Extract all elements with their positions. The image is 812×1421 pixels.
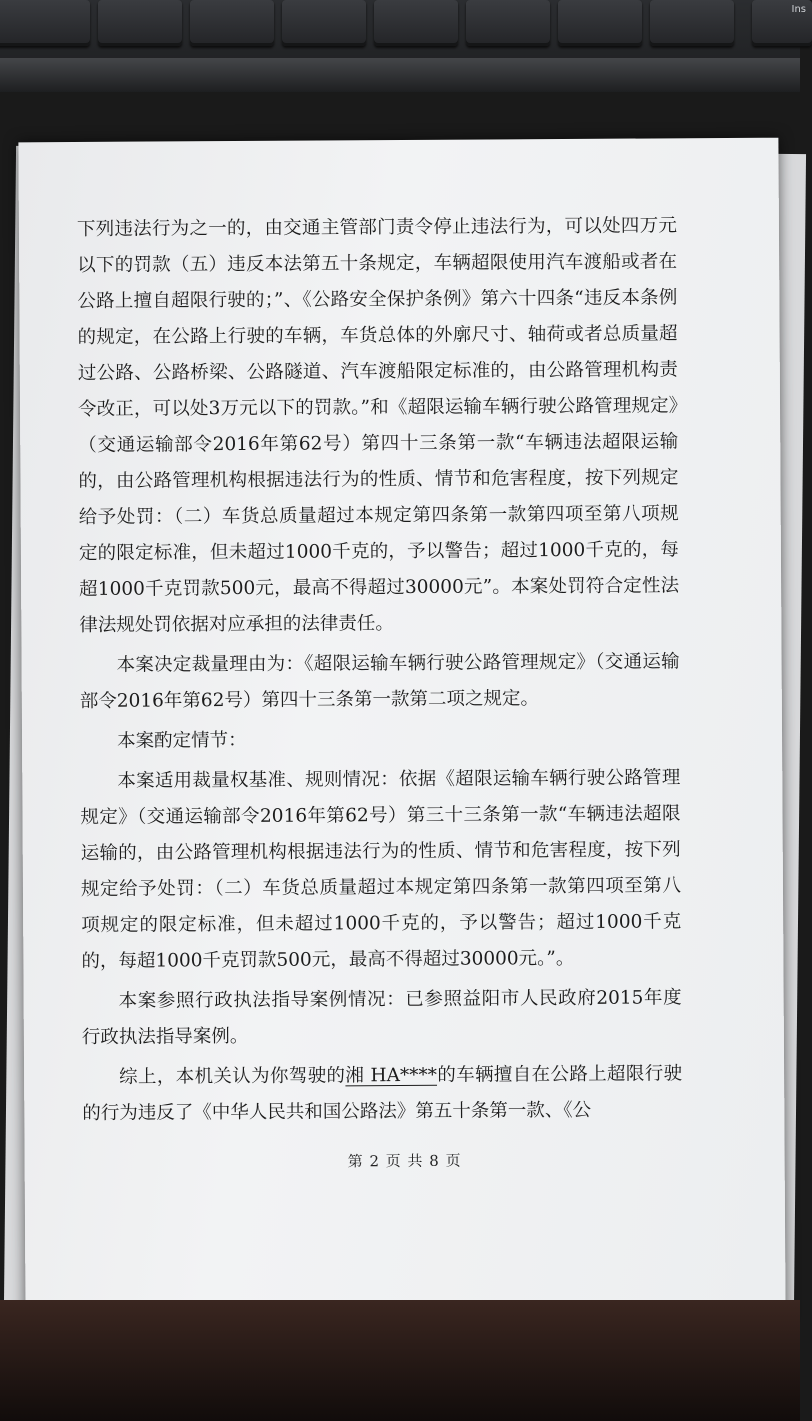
key-label: Ins — [791, 4, 806, 15]
keyboard-key — [0, 0, 90, 46]
keyboard-edge — [0, 58, 800, 92]
keyboard-key — [558, 0, 642, 46]
license-plate: 湘 HA**** — [345, 1064, 438, 1087]
keyboard-key — [374, 0, 458, 46]
keyboard-key — [466, 0, 550, 46]
keyboard-key-row — [0, 0, 806, 60]
keyboard — [0, 0, 806, 92]
paragraph-legal-basis: 下列违法行为之一的，由交通主管部门责令停止违法行为，可以处四万元以下的罚款（五）违反本法第五十条规定，车辆超限使用汽车渡船或者在公路上擅自超限行驶的；”、《公路安全保护条例》第六十四条“违反本条例的规定，在公路上行驶的车辆，车货总体的外廓尺寸、轴荷或者总质量超过公路、公路桥梁、公路隧道、汽车渡船限定标准的，由公路管理机构责令改正，可以处3万元以下的罚款。”和《超限运输车辆行驶公路管理规定》（交通运输部令2016年第62号）第四十三条第一款“车辆违法超限运输的，由公路管理机构根据违法行为的性质、情节和危害程度，按下列规定给予处罚：（二）车货总质量超过本规定第四条第一款第四项至第八项规定的限定标准，但未超过1000千克的，予以警告；超过1000千克的，每超1000千克罚款500元，最高不得超过30000元”。本案处罚符合定性法律法规处罚依据对应承担的法律责任。 — [76, 215, 680, 636]
document-page — [18, 138, 785, 1323]
desk-surface — [0, 1300, 800, 1421]
document-body — [77, 208, 683, 1132]
keyboard-key — [282, 0, 366, 46]
page-footer: 第 2 页 共 8 页 — [347, 1151, 462, 1171]
paragraph-conclusion — [82, 1056, 682, 1132]
keyboard-key — [98, 0, 182, 46]
keyboard-key — [190, 0, 274, 46]
paragraph-discretion-standard: 本案适用裁量权基准、规则情况：依据《超限运输车辆行驶公路管理规定》（交通运输部令2016年第62号）第三十三条第一款“车辆违法超限运输的，由公路管理机构根据违法行为的性质、情节和危害程度，按下列规定给予处罚：（二）车货总质量超过本规定第四条第一款第四项至第八项规定的限定标准，但未超过1000千克的，予以警告；超过1000千克的，每超1000千克罚款500元，最高不得超过30000元。”。 — [80, 767, 682, 972]
conclusion-after: 的车辆擅自在公路上超限行驶的行为违反了《中华人民共和国公路法》第五十条第一款、《公 — [82, 1063, 683, 1124]
keyboard-key — [650, 0, 734, 46]
conclusion-before: 综上，本机关认为你驾驶的 — [119, 1065, 346, 1088]
paragraph-guidance-case: 本案参照行政执法指导案例情况：已参照益阳市人民政府2015年度行政执法指导案例。 — [81, 987, 682, 1048]
paragraph-circumstances: 本案酌定情节： — [116, 729, 247, 752]
paragraph-discretion-reason: 本案决定裁量理由为：《超限运输车辆行驶公路管理规定》（交通运输部令2016年第62号）第四十三条第一款第二项之规定。 — [79, 651, 680, 712]
keyboard-key-ins — [752, 0, 812, 46]
